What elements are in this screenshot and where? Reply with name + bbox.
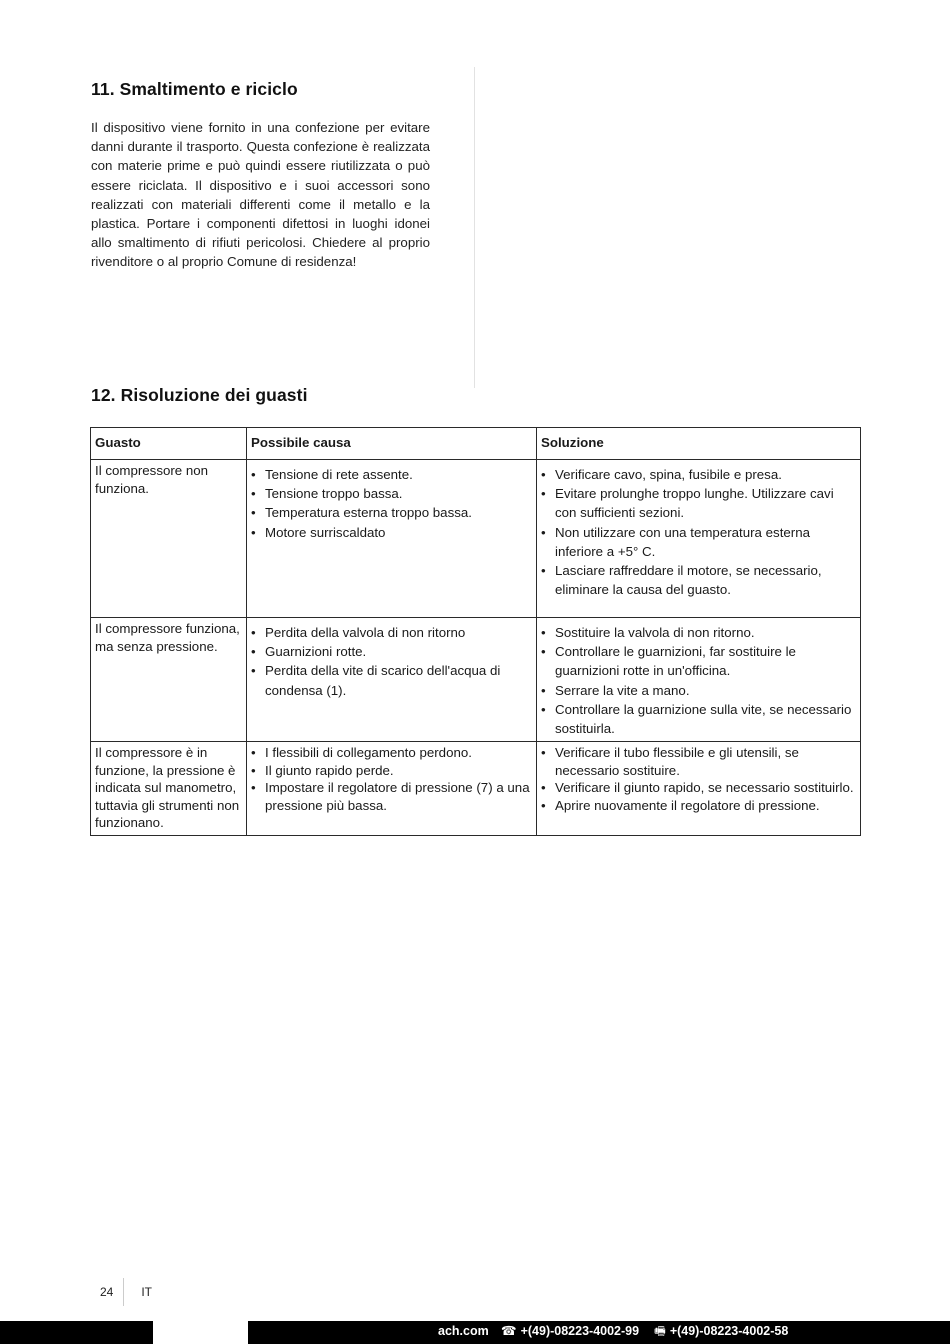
cause-item: • Perdita della valvola di non ritorno (251, 623, 532, 642)
table-row (91, 742, 861, 836)
footer-bar-left (0, 1321, 153, 1344)
troubleshooting-table (90, 427, 861, 836)
solution-item: • Verificare il tubo flessibile e gli utensili, se necessario sostituire. (541, 744, 856, 779)
solution-item: • Serrare la vite a mano. (541, 681, 856, 700)
cause-item: • Il giunto rapido perde. (251, 762, 532, 780)
solution-item: • Verificare il giunto rapido, se necessario sostituirlo. (541, 779, 856, 797)
solution-item: • Verificare cavo, spina, fusibile e presa. (541, 465, 856, 484)
cause-item: • Guarnizioni rotte. (251, 642, 532, 661)
solution-item: • Sostituire la valvola di non ritorno. (541, 623, 856, 642)
fax-icon: 🖷 (654, 1324, 666, 1338)
section-11-paragraph: Il dispositivo viene fornito in una confezione per evitare danni durante il trasporto. Questa confezione è realizzata con materie prime e può quindi essere riutilizzata o può essere riciclata. Il dispositivo e i suoi accessori sono realizzati con materiali differenti come il metallo e la plastica. Portare i componenti difettosi in luoghi idonei allo smaltimento di rifiuti pericolosi. Chiedere al proprio rivenditore o al proprio Comune di residenza! (91, 120, 430, 270)
solution-cell (537, 742, 861, 836)
table-row (91, 460, 861, 618)
solution-cell (537, 460, 861, 618)
cause-cell (247, 618, 537, 742)
page-footer (100, 1285, 152, 1299)
section-12-title: 12. Risoluzione dei guasti (91, 385, 308, 405)
cause-item: • Impostare il regolatore di pressione (7) a una pressione più bassa. (251, 779, 532, 814)
solution-item: • Aprire nuovamente il regolatore di pressione. (541, 797, 856, 815)
page-number: 24 (100, 1285, 114, 1299)
cause-item: • Temperatura esterna troppo bassa. (251, 503, 532, 522)
solution-item: • Lasciare raffreddare il motore, se necessario, eliminare la causa del guasto. (541, 561, 856, 599)
website-link[interactable]: ach.com (438, 1324, 489, 1338)
cause-item: • Tensione troppo bassa. (251, 484, 532, 503)
fax-text: +(49)-08223-4002-58 (669, 1324, 789, 1338)
cause-item: • Motore surriscaldato (251, 523, 532, 542)
cause-item: • Tensione di rete assente. (251, 465, 532, 484)
phone-icon: ☎ (501, 1324, 517, 1338)
fault-cell: Il compressore funziona, ma senza pressione. (91, 618, 247, 742)
header-solution: Soluzione (537, 428, 861, 460)
footer-separator (123, 1278, 124, 1306)
cause-cell (247, 742, 537, 836)
contact-bar (248, 1321, 950, 1344)
phone-text: +(49)-08223-4002-99 (520, 1324, 640, 1338)
solution-item: • Controllare la guarnizione sulla vite, se necessario sostituirla. (541, 700, 856, 738)
solution-cell (537, 618, 861, 742)
language-code: IT (141, 1285, 153, 1299)
solution-item: • Controllare le guarnizioni, far sostituire le guarnizioni rotte in un'officina. (541, 642, 856, 680)
fault-cell: Il compressore è in funzione, la pressione è indicata sul manometro, tuttavia gli strumenti non funzionano. (91, 742, 247, 836)
solution-item: • Non utilizzare con una temperatura esterna inferiore a +5° C. (541, 523, 856, 561)
fault-cell: Il compressore non funziona. (91, 460, 247, 618)
column-divider (474, 67, 475, 388)
table-row (91, 618, 861, 742)
header-cause: Possibile causa (247, 428, 537, 460)
table-header-row (91, 428, 861, 460)
header-fault: Guasto (91, 428, 247, 460)
section-11-title: 11. Smaltimento e riciclo (91, 79, 298, 99)
cause-cell (247, 460, 537, 618)
cause-item: • Perdita della vite di scarico dell'acqua di condensa (1). (251, 661, 532, 699)
solution-item: • Evitare prolunghe troppo lunghe. Utilizzare cavi con sufficienti sezioni. (541, 484, 856, 522)
phone-number (501, 1321, 639, 1342)
cause-item: • I flessibili di collegamento perdono. (251, 744, 532, 762)
fax-number (654, 1321, 788, 1342)
